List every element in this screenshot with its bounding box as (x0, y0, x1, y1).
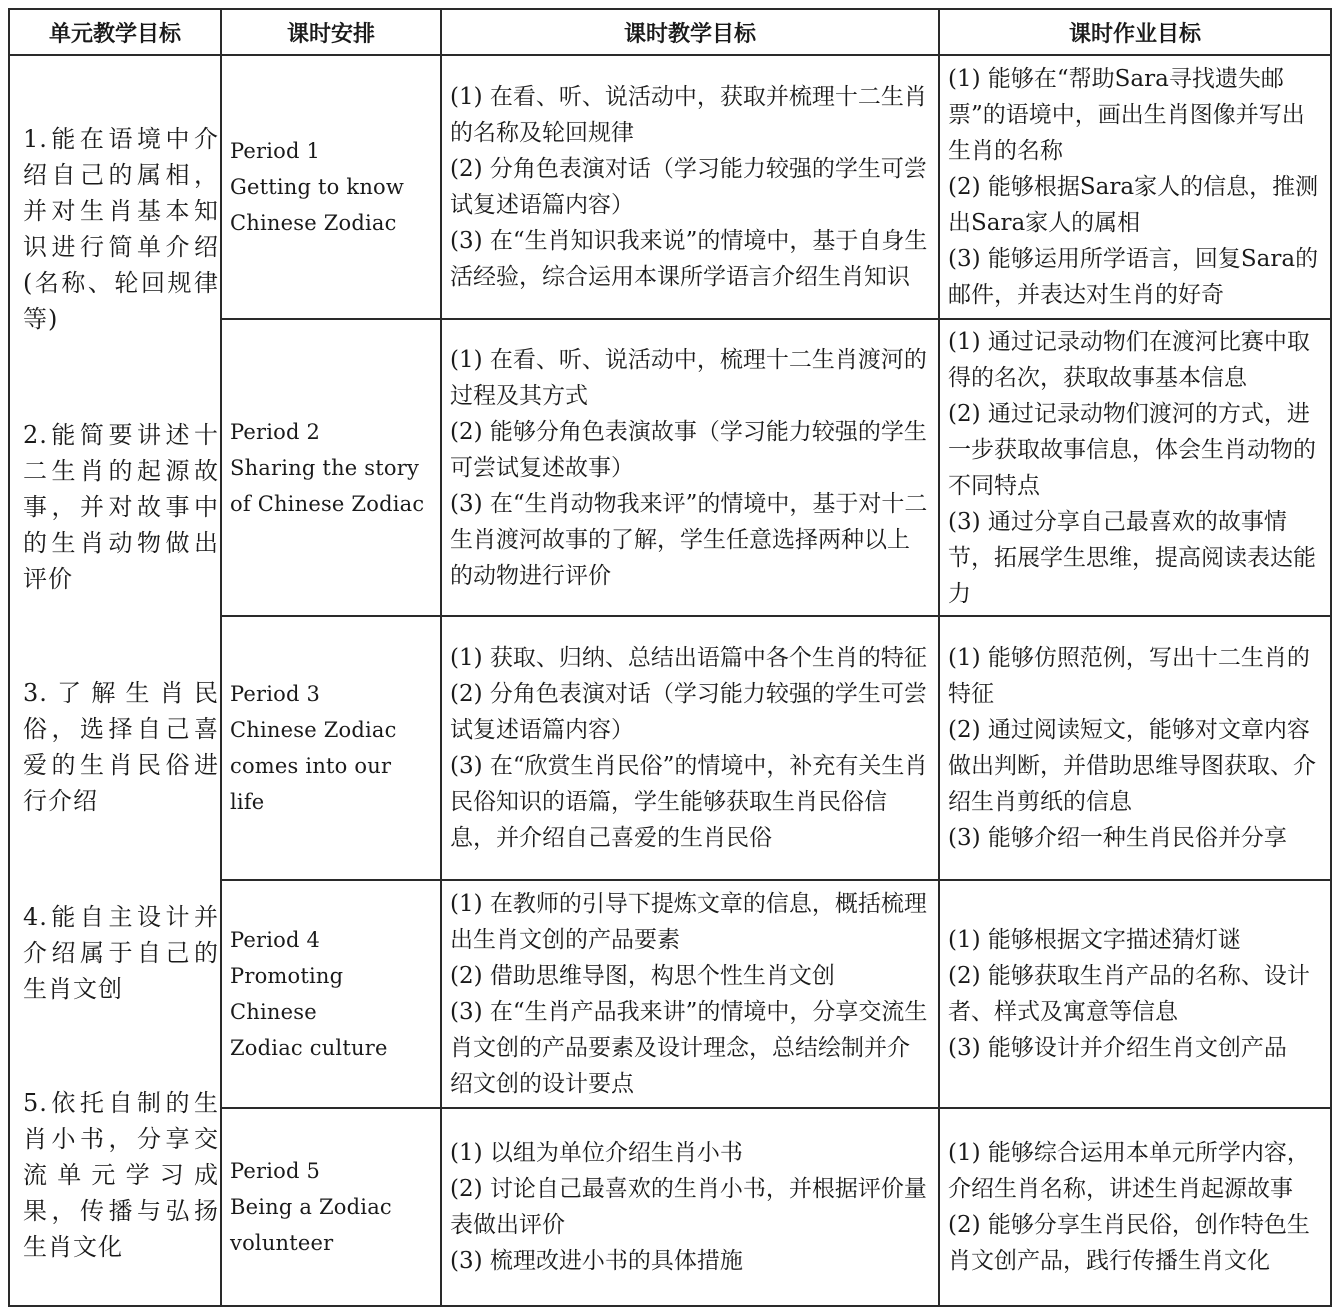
unit-goals-cell (9, 55, 221, 1306)
homework-goal: (3) 能够介绍一种生肖民俗并分享 (948, 825, 1287, 851)
period-title-line: Chinese Zodiac (230, 718, 397, 742)
teaching-goal: (1) 在教师的引导下提炼文章的信息，概括梳理出生肖文创的产品要素 (450, 891, 927, 953)
teaching-goal: (3) 在“生肖知识我来说”的情境中，基于自身生活经验，综合运用本课所学语言介绍生肖知识 (450, 228, 928, 290)
teaching-goals-cell (441, 55, 939, 319)
period-cell (221, 1108, 441, 1306)
homework-goal: (3) 能够设计并介绍生肖文创产品 (948, 1035, 1287, 1061)
period-title-line: Getting to know (230, 175, 405, 199)
header-unit-goals: 单元教学目标 (9, 9, 221, 55)
header-schedule: 课时安排 (221, 9, 441, 55)
homework-goal: (2) 通过记录动物们渡河的方式，进一步获取故事信息，体会生肖动物的不同特点 (948, 400, 1316, 499)
homework-goal: (2) 能够根据Sara家人的信息，推测出Sara家人的属相 (948, 174, 1319, 236)
homework-goals-cell (939, 55, 1331, 319)
period-title-line: Chinese Zodiac (230, 211, 397, 235)
period-title-line: Promoting Chinese (230, 964, 344, 1024)
teaching-goal: (1) 在看、听、说活动中，梳理十二生肖渡河的过程及其方式 (450, 346, 927, 409)
homework-goal: (1) 通过记录动物们在渡河比赛中取得的名次，获取故事基本信息 (948, 328, 1310, 391)
homework-goal: (2) 能够分享生肖民俗，创作特色生肖文创产品，践行传播生肖文化 (948, 1212, 1310, 1274)
homework-goal: (3) 通过分享自己最喜欢的故事情节，拓展学生思维，提高阅读表达能力 (948, 508, 1316, 607)
period-number: Period 4 (230, 928, 321, 952)
header-homework-goals: 课时作业目标 (939, 9, 1331, 55)
unit-goal-5: 5.依托自制的生肖小书，分享交流单元学习成果，传播与弘扬生肖文化 (23, 1089, 219, 1261)
period-title-line: comes into our life (230, 754, 392, 814)
teaching-goal: (2) 讨论自己最喜欢的生肖小书，并根据评价量表做出评价 (450, 1176, 927, 1238)
period-number: Period 3 (230, 682, 321, 706)
teaching-goal: (2) 分角色表演对话（学习能力较强的学生可尝试复述语篇内容） (450, 156, 927, 218)
period-number: Period 5 (230, 1159, 321, 1183)
homework-goals-cell (939, 880, 1331, 1108)
period-cell (221, 55, 441, 319)
period-title-line: of Chinese Zodiac (230, 491, 425, 516)
period-title-line: Being a Zodiac (230, 1195, 392, 1219)
homework-goal: (1) 能够在“帮助Sara寻找遗失邮票”的语境中，画出生肖图像并写出生肖的名称 (948, 66, 1305, 164)
homework-goal: (2) 能够获取生肖产品的名称、设计者、样式及寓意等信息 (948, 963, 1310, 1025)
period-cell (221, 319, 441, 616)
teaching-goal: (1) 在看、听、说活动中，获取并梳理十二生肖的名称及轮回规律 (450, 84, 927, 146)
period-number: Period 1 (230, 139, 321, 163)
homework-goals-cell (939, 1108, 1331, 1306)
homework-goal: (3) 能够运用所学语言，回复Sara的邮件，并表达对生肖的好奇 (948, 246, 1319, 308)
period-title-line: Zodiac culture (230, 1036, 388, 1060)
period-cell (221, 616, 441, 880)
teaching-goal: (3) 梳理改进小书的具体措施 (450, 1248, 743, 1274)
teaching-goals-cell (441, 616, 939, 880)
homework-goals-cell (939, 319, 1331, 616)
teaching-goal: (3) 在“生肖动物我来评”的情境中，基于对十二生肖渡河故事的了解，学生任意选择两种以上的动物进行评价 (450, 490, 928, 589)
period-cell (221, 880, 441, 1108)
unit-goal-3: 3.了解生肖民俗，选择自己喜爱的生肖民俗进行介绍 (23, 679, 219, 815)
period-title-line: volunteer (230, 1231, 334, 1255)
homework-goal: (1) 能够仿照范例，写出十二生肖的特征 (948, 645, 1310, 707)
teaching-goal: (2) 借助思维导图，构思个性生肖文创 (450, 963, 835, 989)
teaching-goals-cell (441, 1108, 939, 1306)
teaching-goal: (3) 在“欣赏生肖民俗”的情境中，补充有关生肖民俗知识的语篇，学生能够获取生肖民俗信息，并介绍自己喜爱的生肖民俗 (450, 753, 928, 851)
header-lesson-goals: 课时教学目标 (441, 9, 939, 55)
curriculum-table (8, 8, 1332, 1307)
teaching-goal: (2) 能够分角色表演故事（学习能力较强的学生可尝试复述故事） (450, 418, 927, 481)
period-number: Period 2 (230, 419, 321, 444)
period-title-line: Sharing the story (230, 455, 420, 480)
teaching-goal: (1) 获取、归纳、总结出语篇中各个生肖的特征 (450, 645, 927, 671)
teaching-goal: (2) 分角色表演对话（学习能力较强的学生可尝试复述语篇内容） (450, 681, 927, 743)
homework-goal: (1) 能够根据文字描述猜灯谜 (948, 927, 1241, 953)
homework-goal: (2) 通过阅读短文，能够对文章内容做出判断，并借助思维导图获取、介绍生肖剪纸的信息 (948, 717, 1316, 815)
teaching-goals-cell (441, 319, 939, 616)
teaching-goal: (1) 以组为单位介绍生肖小书 (450, 1140, 743, 1166)
unit-goal-4: 4.能自主设计并介绍属于自己的生肖文创 (23, 903, 219, 1003)
unit-goal-1: 1.能在语境中介绍自己的属相，并对生肖基本知识进行简单介绍(名称、轮回规律等) (23, 125, 219, 333)
header-row (9, 9, 1331, 55)
homework-goals-cell (939, 616, 1331, 880)
teaching-goal: (3) 在“生肖产品我来讲”的情境中，分享交流生肖文创的产品要素及设计理念，总结绘制并介绍文创的设计要点 (450, 999, 928, 1097)
unit-goal-2: 2.能简要讲述十二生肖的起源故事，并对故事中的生肖动物做出评价 (23, 421, 219, 593)
table-row (9, 55, 1331, 319)
homework-goal: (1) 能够综合运用本单元所学内容，介绍生肖名称，讲述生肖起源故事 (948, 1140, 1310, 1202)
teaching-goals-cell (441, 880, 939, 1108)
